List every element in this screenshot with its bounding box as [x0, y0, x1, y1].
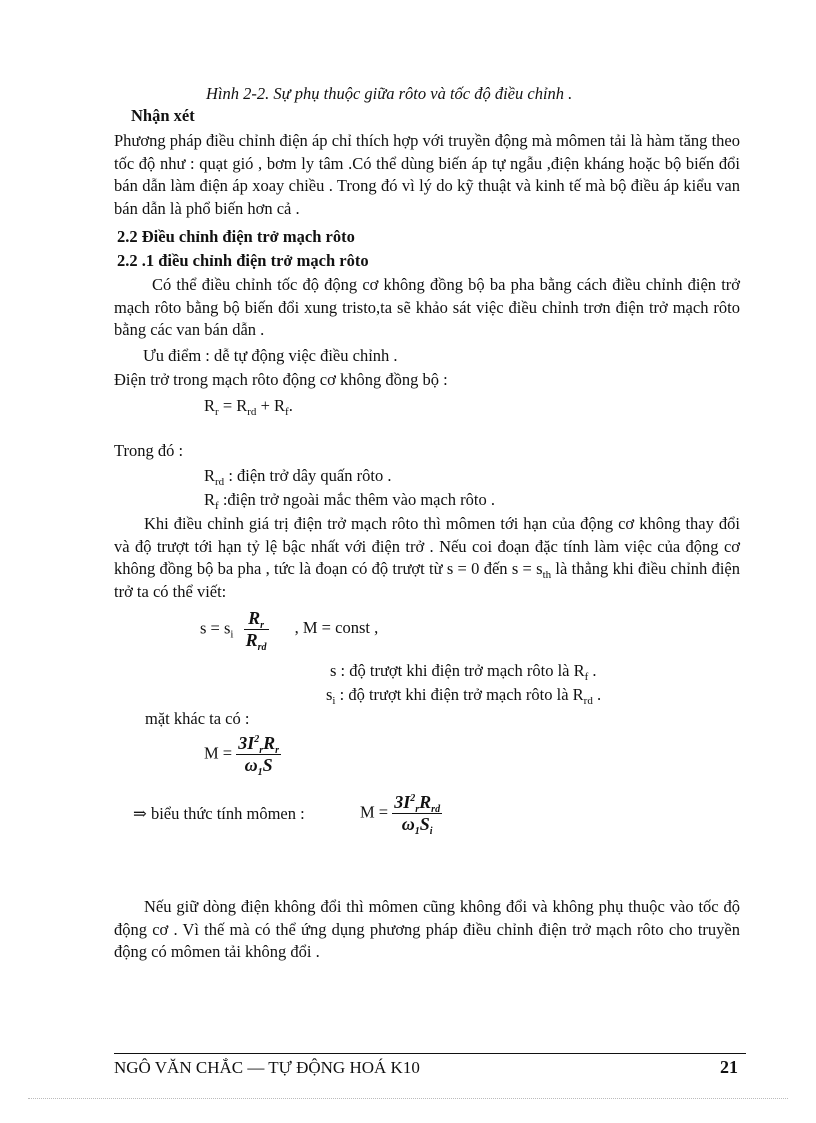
torque-expression-label: ⇒ biểu thức tính mômen : — [133, 804, 305, 823]
paragraph-constant-current: Nếu giữ dòng điện không đổi thì mômen cũng không đổi và không phụ thuộc vào tốc độ động cơ . Vì thế mà có thể ứng dụng phương pháp điều chỉnh điện trở mạch rôto cho truyền động có mômen tải không đổi . — [114, 897, 740, 962]
page-bottom-dotted-line — [28, 1098, 788, 1099]
paragraph-critical-torque: Khi điều chỉnh giá trị điện trở mạch rôto thì mômen tới hạn của động cơ không thay đổi và độ trượt tới hạn tỷ lệ bậc nhất với điện trở . Nếu coi đoạn đặc tính làm việc của động cơ không đồng bộ ba pha , tức là đoạn có độ trượt từ s = 0 đến $s = s_{th}$ là thẳng khi điều chỉnh điện trở ta có thể viết: — [114, 514, 741, 601]
equation-rotor-resistance: $R_r = R_{rd} + R_f$. — [204, 396, 293, 418]
where-label: Trong đó : — [114, 441, 184, 460]
other-hand-line: mặt khác ta có : — [145, 709, 250, 728]
resistance-intro: Điện trở trong mạch rôto động cơ không đồng bộ : — [114, 370, 448, 389]
equation-torque-1: M = $\frac{3I^2_rR_r}{\omega_1S}$ — [204, 733, 280, 778]
definition-rrd: $R_{rd}$ : điện trở dây quấn rôto . — [204, 466, 392, 488]
equation-slip: $s = s_i$ $\frac{R_r}{R_{rd}}$ , M = const , — [200, 608, 379, 653]
definition-s: s : độ trượt khi điện trở mạch rôto là $R_f$ . — [330, 661, 597, 683]
figure-caption: Hình 2-2. Sự phụ thuộc giữa rôto và tốc độ điều chỉnh . — [206, 84, 573, 103]
remark-paragraph: Phương pháp điều chỉnh điện áp chỉ thích hợp với truyền động mà mômen tải là hàm tăng theo tốc độ như : quạt gió , bơm ly tâm .Có thể dùng biến áp tự ngẫu ,điện kháng hoặc bộ biến đổi bán dẫn làm điện áp xoay chiều . Trong đó vì lý do kỹ thuật và kinh tế mà bộ điều áp kiểu van bán dẫn là phổ biến hơn cả . — [114, 131, 740, 218]
subsection-heading-2-2-1: 2.2 .1 điều chỉnh điện trở mạch rôto — [117, 251, 369, 270]
page-number: 21 — [720, 1057, 738, 1077]
footer-rule — [114, 1053, 746, 1054]
definition-si: $s_i$ : độ trượt khi điện trở mạch rôto là $R_{rd}$ . — [326, 685, 602, 707]
advantage-line: Ưu điểm : dễ tự động việc điều chỉnh . — [143, 346, 398, 365]
footer-author: NGÔ VĂN CHẮC — TỰ ĐỘNG HOÁ K10 — [114, 1058, 420, 1077]
remark-heading: Nhận xét — [131, 106, 195, 125]
paragraph-rotor-resistance: Có thể điều chỉnh tốc độ động cơ không đồng bộ ba pha bằng cách điều chỉnh điện trở mạch rôto bằng bộ biến đổi xung tristo,ta sẽ khảo sát việc điều chỉnh trơn điện trở mạch rôto bằng các van bán dẫn . — [114, 275, 740, 340]
section-heading-2-2: 2.2 Điều chỉnh điện trở mạch rôto — [117, 227, 355, 246]
definition-rf: $R_f$ :điện trở ngoài mắc thêm vào mạch rôto . — [204, 490, 495, 512]
equation-torque-2: M = $\frac{3I^2_rR_{rd}}{\omega_1S_i}$ — [360, 792, 441, 837]
